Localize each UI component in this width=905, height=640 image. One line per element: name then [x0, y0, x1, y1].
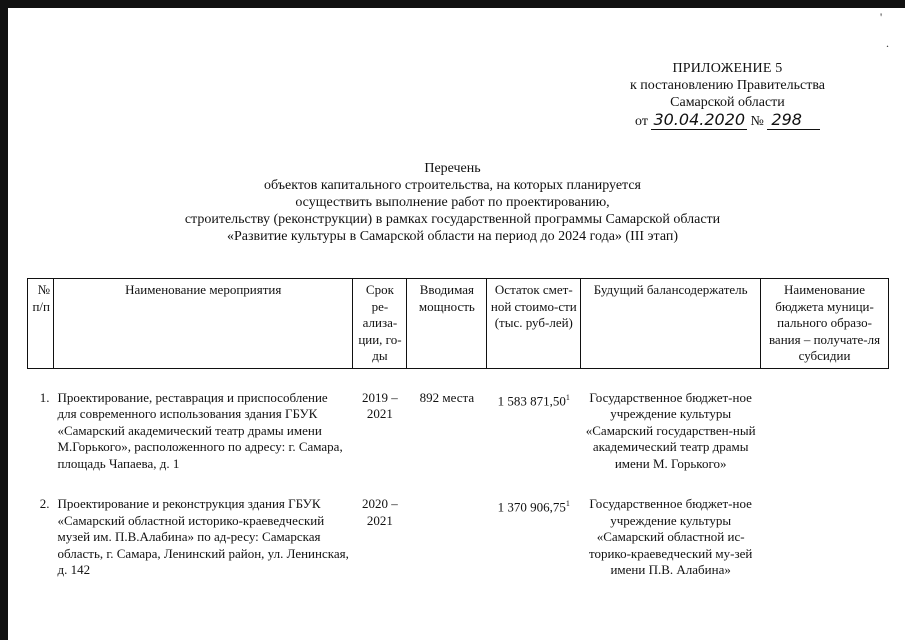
handwritten-date: 30.04.2020 [653, 110, 746, 129]
header-num: № п/п [28, 279, 54, 369]
title-line: «Развитие культуры в Самарской области на период до 2024 года» (III этап) [226, 229, 679, 244]
table-header-row [28, 279, 889, 369]
scan-speck: . [886, 36, 889, 50]
row-term: 2020 – 2021 [362, 496, 398, 528]
row-holder: Государственное бюджет-ное учреждение культуры «Самарский государствен-ный академический театр драмы имени М. Горького» [585, 389, 756, 471]
table-row [28, 387, 889, 476]
objects-table [27, 278, 889, 582]
row-balance [487, 493, 581, 582]
header-balance: Остаток смет-ной стоимо-сти (тыс. руб-лей) [487, 279, 581, 369]
header-name: Наименование мероприятия [53, 279, 352, 369]
footnote-mark: 1 [565, 499, 570, 508]
table-spacer [28, 475, 889, 493]
row-num: 1. [39, 389, 50, 405]
row-name: Проектирование и реконструкция здания ГБУК «Самарский областной историко-краеведческий музей им. П.В.Алабина» по ад-ресу: Самарская область, г. Самара, Ленинский район, ул. Ленинская, д. 142 [57, 496, 349, 577]
document-title [0, 160, 905, 245]
row-holder: Государственное бюджет-ное учреждение культуры «Самарский областной ис-торико-краеведческий му-зей имени П.В. Алабина» [588, 496, 753, 577]
row-capacity: 892 места [419, 389, 475, 405]
scan-speck: ' [880, 10, 883, 24]
appendix-line-decree: к постановлению Правительства [629, 78, 825, 93]
scan-border-top [0, 0, 905, 8]
title-line: объектов капитального строительства, на которых планируется [264, 178, 641, 193]
header-budget: Наименование бюджета муници-пального образо-вания – получате-ля субсидии [761, 279, 889, 369]
handwritten-number: 298 [767, 110, 820, 130]
footnote-mark: 1 [565, 392, 570, 402]
appendix-block [630, 60, 825, 130]
scan-border-left [0, 0, 8, 640]
row-num: 2. [39, 496, 50, 511]
row-term: 2019 – 2021 [362, 389, 398, 421]
balance-value: 1 583 871,50 [497, 392, 566, 408]
title-line: осуществить выполнение работ по проектированию, [295, 195, 610, 210]
number-prefix: № [750, 114, 764, 129]
balance-value: 1 370 906,75 [497, 499, 566, 515]
table-row [28, 493, 889, 582]
row-name: Проектирование, реставрация и приспособление для современного использования здания ГБУК «Самарский академический театр драмы имени М.Горького», расположенного по адресу: г. Самара, площадь Чапаева, д. 1 [57, 389, 343, 471]
row-balance [487, 387, 581, 476]
header-term: Срок ре-ализа-ции, го-ды [353, 279, 407, 369]
row-capacity [407, 493, 487, 582]
header-capacity: Вводимая мощность [407, 279, 487, 369]
title-line: строительству (реконструкции) в рамках государственной программы Самарской области [184, 212, 721, 227]
title-line: Перечень [424, 161, 481, 176]
appendix-heading: ПРИЛОЖЕНИЕ 5 [672, 61, 783, 76]
date-prefix: от [635, 114, 648, 129]
row-budget [761, 493, 889, 582]
header-holder: Будущий балансодержатель [581, 279, 761, 369]
appendix-date-line [630, 111, 825, 130]
appendix-line-region: Самарской области [670, 95, 785, 110]
row-budget [761, 387, 889, 476]
table-spacer [28, 368, 889, 387]
